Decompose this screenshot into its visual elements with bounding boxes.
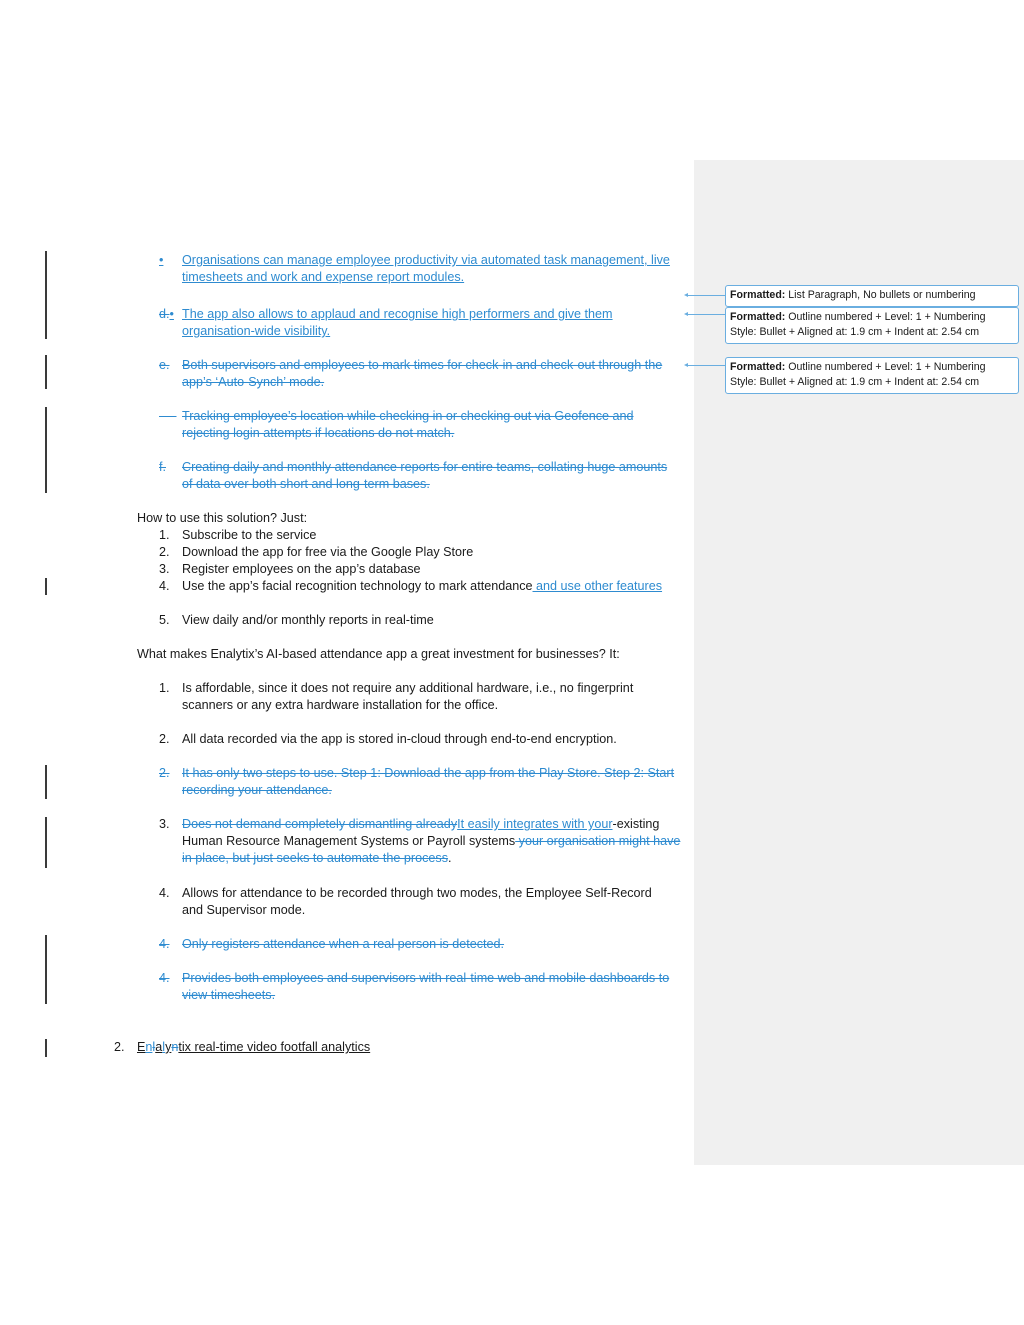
- deleted-text: Does not demand completely dismantling already: [182, 817, 458, 831]
- list-item-line: [182, 850, 452, 867]
- step-text: [182, 578, 662, 595]
- deleted-line: rejecting login attempts if locations do not match.: [182, 426, 455, 440]
- change-bar: [45, 817, 47, 868]
- title-text: tix real-time video footfall analytics: [178, 1040, 371, 1054]
- deleted-line: of data over both short and long-term bases.: [182, 477, 430, 491]
- list-item-line: scanners or any extra hardware installation for the office.: [182, 698, 499, 712]
- list-number: 1.: [159, 681, 170, 695]
- format-balloon[interactable]: [725, 357, 1019, 394]
- title-text: E: [137, 1040, 146, 1054]
- list-item-line: and Supervisor mode.: [182, 903, 306, 917]
- balloon-text: Style: Bullet + Aligned at: 1.9 cm + Indent at: 2.54 cm: [730, 376, 980, 388]
- format-balloon[interactable]: [725, 285, 1019, 307]
- title-text: y: [165, 1040, 172, 1054]
- section-number: 2.: [114, 1040, 125, 1054]
- step-number: 2.: [159, 545, 170, 559]
- change-bar: [45, 407, 47, 493]
- section-title: [137, 1039, 370, 1056]
- step-text: Download the app for free via the Google Play Store: [182, 545, 474, 559]
- list-item-line: Is affordable, since it does not require any additional hardware, i.e., no fingerprint: [182, 681, 634, 695]
- change-bar: [45, 251, 47, 339]
- list-number: 2.: [159, 766, 170, 780]
- step-number: 1.: [159, 528, 170, 542]
- step-number: 4.: [159, 579, 170, 593]
- format-balloon[interactable]: [725, 307, 1019, 344]
- deleted-line: It has only two steps to use. Step 1: Download the app from the Play Store. Step 2: Start: [182, 766, 675, 780]
- list-item-line: The app also allows to applaud and recognise high performers and give them: [182, 307, 613, 321]
- deleted-line: Creating daily and monthly attendance reports for entire teams, collating huge amounts: [182, 460, 668, 474]
- list-number: 3.: [159, 817, 170, 831]
- deleted-line: Only registers attendance when a real person is detected.: [182, 937, 505, 951]
- list-item-line: Organisations can manage employee productivity via automated task management, live: [182, 253, 670, 267]
- step-number: 3.: [159, 562, 170, 576]
- change-bar: [45, 935, 47, 1004]
- list-item-line: timesheets and work and expense report modules.: [182, 270, 465, 284]
- inserted-text: n: [145, 1040, 153, 1054]
- plain-text: -existing: [612, 817, 660, 831]
- plain-text: .: [448, 851, 452, 865]
- deleted-text: in place, but just seeks to automate the process: [182, 851, 449, 865]
- balloon-label: Formatted:: [730, 361, 786, 373]
- list-number: 4.: [159, 971, 170, 985]
- list-item-line: [182, 833, 680, 850]
- balloon-text: Outline numbered + Level: 1 + Numbering: [788, 311, 986, 323]
- deleted-line: view timesheets.: [182, 988, 276, 1002]
- list-number: 2.: [159, 732, 170, 746]
- deleted-line: Provides both employees and supervisors with real-time web and mobile dashboards to: [182, 971, 670, 985]
- list-number: 4.: [159, 886, 170, 900]
- balloon-label: Formatted:: [730, 311, 786, 323]
- balloon-connector: [688, 314, 725, 315]
- change-bar: [45, 355, 47, 389]
- list-item-line: All data recorded via the app is stored in-cloud through end-to-end encryption.: [182, 732, 617, 746]
- section-heading: What makes Enalytix’s AI-based attendance app a great investment for businesses? It:: [137, 647, 620, 661]
- deleted-line: Both supervisors and employees to mark times for check-in and check-out through the: [182, 358, 663, 372]
- change-bar: [45, 578, 47, 595]
- plain-text: Human Resource Management Systems or Payroll systems: [182, 834, 516, 848]
- balloon-text: Outline numbered + Level: 1 + Numbering: [788, 361, 986, 373]
- bullet-marker: •: [159, 253, 164, 267]
- title-text: a: [155, 1040, 163, 1054]
- deleted-line: recording your attendance.: [182, 783, 332, 797]
- balloon-text: Style: Bullet + Aligned at: 1.9 cm + Indent at: 2.54 cm: [730, 326, 980, 338]
- list-marker: e.: [159, 358, 170, 372]
- deleted-text: l: [152, 1040, 156, 1054]
- inserted-text: l: [162, 1040, 166, 1054]
- step-text-plain: Use the app’s facial recognition technology to mark attendance: [182, 579, 533, 593]
- deleted-text: n: [171, 1040, 179, 1054]
- step-text: View daily and/or monthly reports in real-time: [182, 613, 434, 627]
- change-bar: [45, 1039, 47, 1057]
- list-item-line: Allows for attendance to be recorded through two modes, the Employee Self-Record: [182, 886, 652, 900]
- inserted-text: and use other features: [532, 579, 663, 593]
- list-item-line: [182, 816, 659, 833]
- deleted-line: app’s ‘Auto-Synch’ mode.: [182, 375, 325, 389]
- deleted-marker: d.: [159, 307, 170, 321]
- inserted-marker: •: [169, 307, 174, 321]
- step-text: Register employees on the app’s database: [182, 562, 421, 576]
- balloon-connector: [688, 365, 725, 366]
- deleted-line: Tracking employee’s location while checking in or checking out via Geofence and: [182, 409, 634, 423]
- list-item-line: organisation-wide visibility.: [182, 324, 331, 338]
- step-text: Subscribe to the service: [182, 528, 317, 542]
- deleted-indent: [159, 408, 182, 425]
- list-marker: f.: [159, 460, 166, 474]
- balloon-text: List Paragraph, No bullets or numbering: [788, 289, 976, 301]
- list-number: 4.: [159, 937, 170, 951]
- balloon-label: Formatted:: [730, 289, 786, 301]
- deleted-text: your organisation might have: [515, 834, 681, 848]
- step-number: 5.: [159, 613, 170, 627]
- inserted-text: It easily integrates with your: [457, 817, 613, 831]
- change-bar: [45, 765, 47, 799]
- balloon-connector: [688, 295, 725, 296]
- list-marker: [159, 306, 174, 323]
- section-heading: How to use this solution? Just:: [137, 511, 308, 525]
